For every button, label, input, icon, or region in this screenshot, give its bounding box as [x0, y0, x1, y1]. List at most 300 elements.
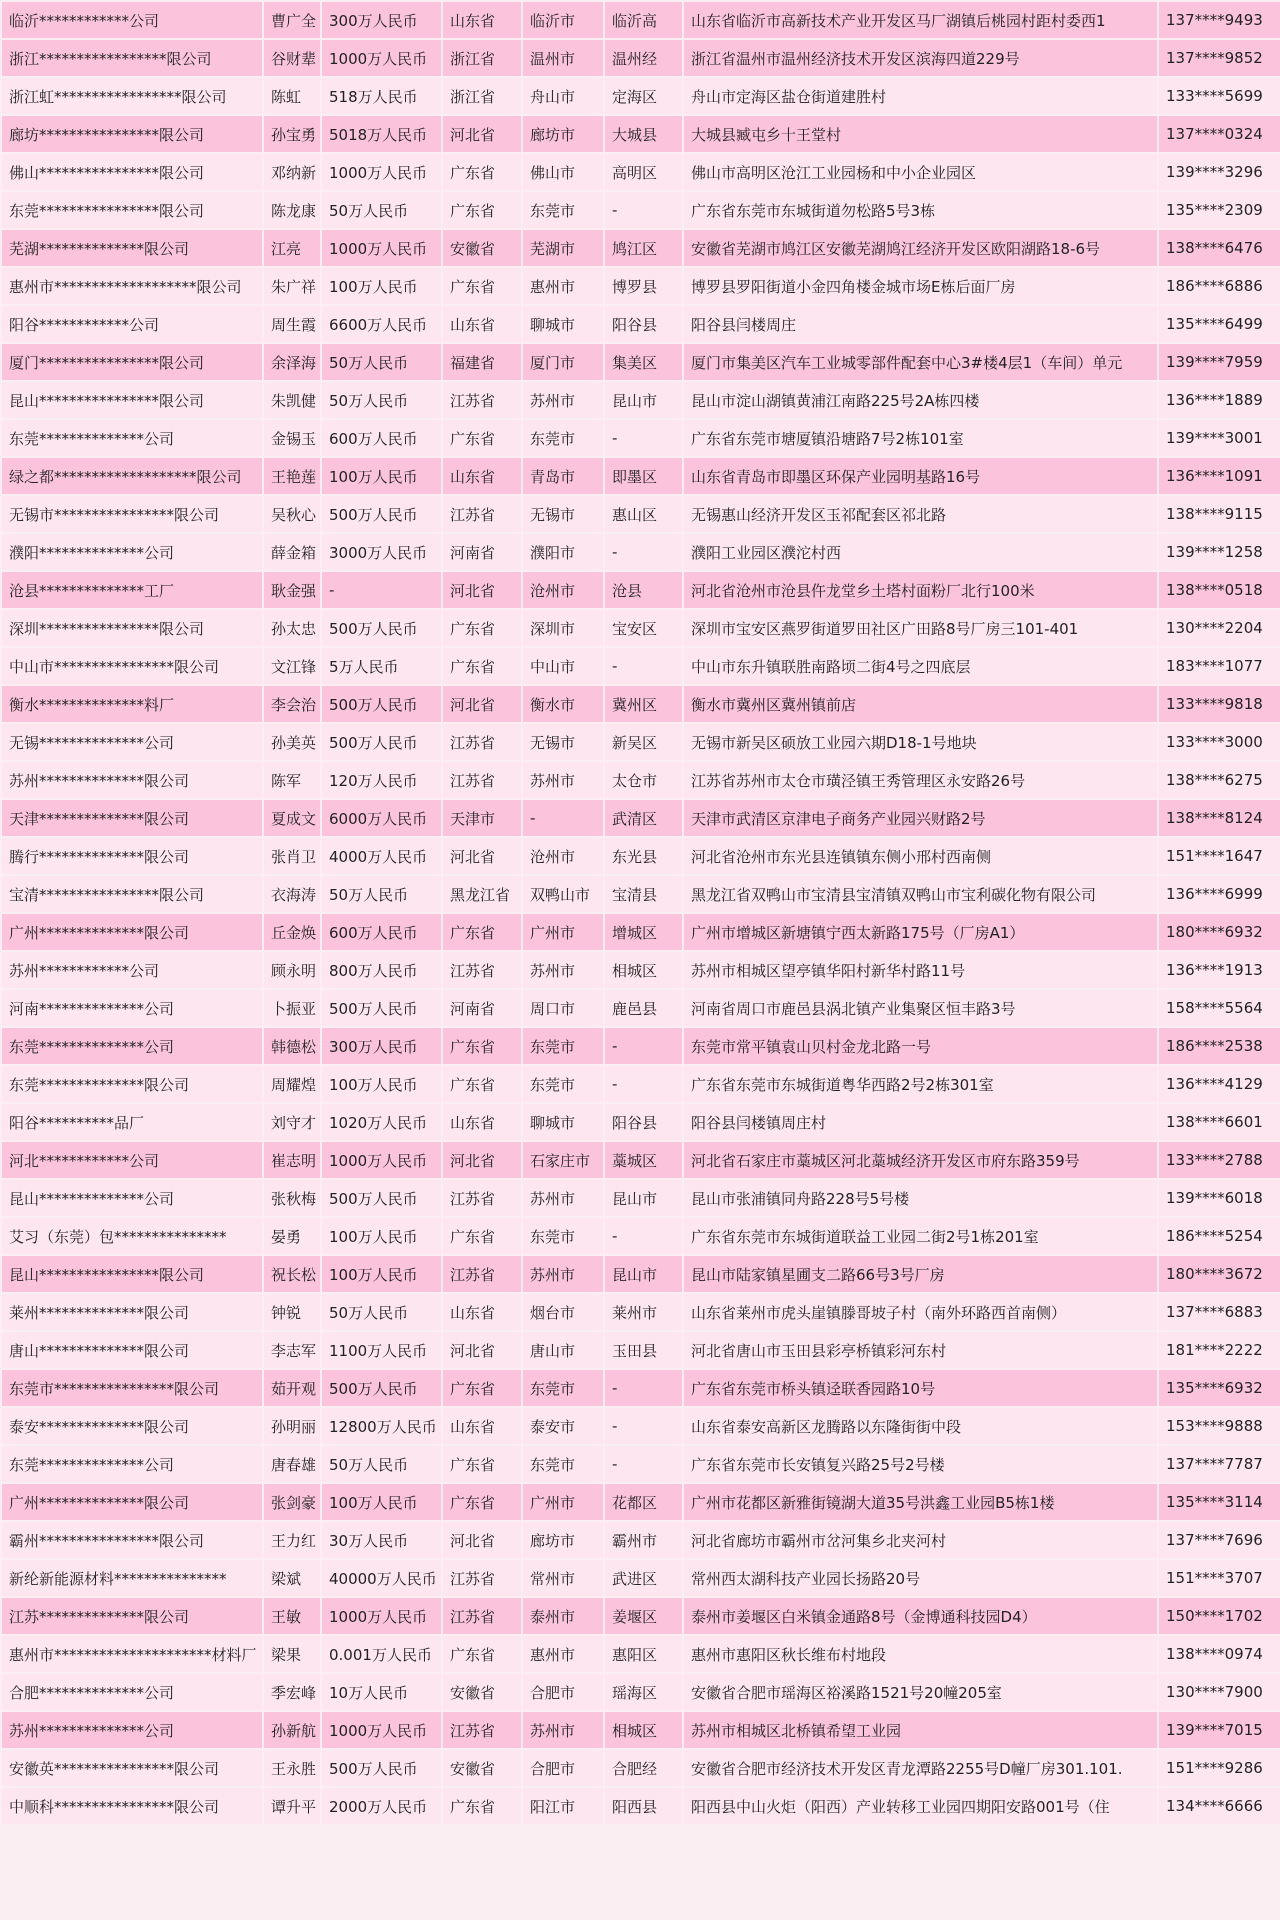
district-cell: 相城区	[605, 1712, 682, 1748]
province-cell: 广东省	[443, 192, 521, 228]
table-row	[2, 268, 1280, 304]
district-cell: 藁城区	[605, 1142, 682, 1178]
district-cell: 宝安区	[605, 610, 682, 646]
company-name-cell: 东莞市****************限公司	[2, 1370, 262, 1406]
table-row	[2, 1560, 1280, 1596]
legal-rep-cell: 孙太忠	[264, 610, 320, 646]
phone-cell: 133****5699	[1159, 78, 1280, 114]
registered-capital-cell: 5018万人民币	[322, 116, 441, 152]
province-cell: 河北省	[443, 686, 521, 722]
table-row	[2, 914, 1280, 950]
district-cell: 武进区	[605, 1560, 682, 1596]
city-cell: 东莞市	[523, 1446, 603, 1482]
company-name-cell: 唐山**************限公司	[2, 1332, 262, 1368]
province-cell: 广东省	[443, 648, 521, 684]
registered-capital-cell: 50万人民币	[322, 192, 441, 228]
phone-cell: 158****5564	[1159, 990, 1280, 1026]
phone-cell: 135****3114	[1159, 1484, 1280, 1520]
address-cell: 昆山市张浦镇同舟路228号5号楼	[684, 1180, 1157, 1216]
phone-cell: 138****8124	[1159, 800, 1280, 836]
table-row	[2, 2, 1280, 38]
province-cell: 江苏省	[443, 1180, 521, 1216]
registered-capital-cell: 100万人民币	[322, 1256, 441, 1292]
district-cell: 增城区	[605, 914, 682, 950]
province-cell: 河北省	[443, 838, 521, 874]
address-cell: 河南省周口市鹿邑县涡北镇产业集聚区恒丰路3号	[684, 990, 1157, 1026]
phone-cell: 151****3707	[1159, 1560, 1280, 1596]
legal-rep-cell: 丘金焕	[264, 914, 320, 950]
registered-capital-cell: 1100万人民币	[322, 1332, 441, 1368]
registered-capital-cell: 100万人民币	[322, 1218, 441, 1254]
legal-rep-cell: 陈虹	[264, 78, 320, 114]
city-cell: 聊城市	[523, 306, 603, 342]
address-cell: 浙江省温州市温州经济技术开发区滨海四道229号	[684, 40, 1157, 76]
registered-capital-cell: 518万人民币	[322, 78, 441, 114]
city-cell: 泰安市	[523, 1408, 603, 1444]
address-cell: 昆山市陆家镇星圃支二路66号3号厂房	[684, 1256, 1157, 1292]
province-cell: 广东省	[443, 268, 521, 304]
table-row	[2, 78, 1280, 114]
table-row	[2, 496, 1280, 532]
registered-capital-cell: 40000万人民币	[322, 1560, 441, 1596]
table-row	[2, 1066, 1280, 1102]
company-name-cell: 宝清****************限公司	[2, 876, 262, 912]
phone-cell: 137****6883	[1159, 1294, 1280, 1330]
city-cell: 苏州市	[523, 382, 603, 418]
district-cell: -	[605, 1408, 682, 1444]
registered-capital-cell: 1000万人民币	[322, 40, 441, 76]
city-cell: 聊城市	[523, 1104, 603, 1140]
legal-rep-cell: 江亮	[264, 230, 320, 266]
phone-cell: 130****7900	[1159, 1674, 1280, 1710]
phone-cell: 138****0974	[1159, 1636, 1280, 1672]
city-cell: 东莞市	[523, 1066, 603, 1102]
city-cell: 东莞市	[523, 1370, 603, 1406]
district-cell: 鹿邑县	[605, 990, 682, 1026]
registered-capital-cell: 2000万人民币	[322, 1788, 441, 1824]
address-cell: 山东省莱州市虎头崖镇滕哥坡子村（南外环路西首南侧）	[684, 1294, 1157, 1330]
legal-rep-cell: 曹广全	[264, 2, 320, 38]
province-cell: 河北省	[443, 1522, 521, 1558]
city-cell: 烟台市	[523, 1294, 603, 1330]
registered-capital-cell: 120万人民币	[322, 762, 441, 798]
table-row	[2, 1104, 1280, 1140]
address-cell: 博罗县罗阳街道小金四角楼金城市场E栋后面厂房	[684, 268, 1157, 304]
company-name-cell: 莱州**************限公司	[2, 1294, 262, 1330]
district-cell: 昆山市	[605, 1256, 682, 1292]
district-cell: 鸠江区	[605, 230, 682, 266]
city-cell: 廊坊市	[523, 116, 603, 152]
phone-cell: 139****7959	[1159, 344, 1280, 380]
province-cell: 江苏省	[443, 724, 521, 760]
company-name-cell: 东莞**************公司	[2, 420, 262, 456]
table-row	[2, 1332, 1280, 1368]
city-cell: -	[523, 800, 603, 836]
address-cell: 河北省廊坊市霸州市岔河集乡北夹河村	[684, 1522, 1157, 1558]
table-row	[2, 724, 1280, 760]
table-row	[2, 1028, 1280, 1064]
registered-capital-cell: 50万人民币	[322, 1294, 441, 1330]
table-row	[2, 1636, 1280, 1672]
city-cell: 周口市	[523, 990, 603, 1026]
address-cell: 山东省泰安高新区龙腾路以东隆街街中段	[684, 1408, 1157, 1444]
company-name-cell: 泰安**************限公司	[2, 1408, 262, 1444]
company-name-cell: 苏州************公司	[2, 952, 262, 988]
district-cell: 武清区	[605, 800, 682, 836]
district-cell: 霸州市	[605, 1522, 682, 1558]
registered-capital-cell: 500万人民币	[322, 724, 441, 760]
address-cell: 安徽省芜湖市鸠江区安徽芜湖鸠江经济开发区欧阳湖路18-6号	[684, 230, 1157, 266]
company-name-cell: 濮阳**************公司	[2, 534, 262, 570]
city-cell: 厦门市	[523, 344, 603, 380]
address-cell: 厦门市集美区汽车工业城零部件配套中心3#楼4层1（车间）单元	[684, 344, 1157, 380]
address-cell: 大城县臧屯乡十王堂村	[684, 116, 1157, 152]
company-name-cell: 霸州****************限公司	[2, 1522, 262, 1558]
address-cell: 常州西太湖科技产业园长扬路20号	[684, 1560, 1157, 1596]
address-cell: 深圳市宝安区燕罗街道罗田社区广田路8号厂房三101-401	[684, 610, 1157, 646]
legal-rep-cell: 祝长松	[264, 1256, 320, 1292]
phone-cell: 135****6932	[1159, 1370, 1280, 1406]
address-cell: 昆山市淀山湖镇黄浦江南路225号2A栋四楼	[684, 382, 1157, 418]
district-cell: 定海区	[605, 78, 682, 114]
company-name-cell: 中顺科****************限公司	[2, 1788, 262, 1824]
legal-rep-cell: 王敏	[264, 1598, 320, 1634]
phone-cell: 137****7696	[1159, 1522, 1280, 1558]
legal-rep-cell: 李志军	[264, 1332, 320, 1368]
province-cell: 山东省	[443, 1294, 521, 1330]
legal-rep-cell: 周生霞	[264, 306, 320, 342]
registered-capital-cell: 1000万人民币	[322, 1142, 441, 1178]
registered-capital-cell: 6000万人民币	[322, 800, 441, 836]
province-cell: 河北省	[443, 1332, 521, 1368]
legal-rep-cell: 夏成文	[264, 800, 320, 836]
phone-cell: 181****2222	[1159, 1332, 1280, 1368]
phone-cell: 136****1913	[1159, 952, 1280, 988]
district-cell: -	[605, 1028, 682, 1064]
address-cell: 衡水市冀州区冀州镇前店	[684, 686, 1157, 722]
table-row	[2, 610, 1280, 646]
legal-rep-cell: 韩德松	[264, 1028, 320, 1064]
city-cell: 濮阳市	[523, 534, 603, 570]
city-cell: 苏州市	[523, 1712, 603, 1748]
district-cell: 莱州市	[605, 1294, 682, 1330]
province-cell: 广东省	[443, 1028, 521, 1064]
company-name-cell: 昆山****************限公司	[2, 1256, 262, 1292]
province-cell: 山东省	[443, 1104, 521, 1140]
company-name-cell: 阳谷**********品厂	[2, 1104, 262, 1140]
district-cell: -	[605, 420, 682, 456]
district-cell: 相城区	[605, 952, 682, 988]
province-cell: 江苏省	[443, 1598, 521, 1634]
company-name-cell: 河南**************公司	[2, 990, 262, 1026]
legal-rep-cell: 耿金强	[264, 572, 320, 608]
phone-cell: 133****2788	[1159, 1142, 1280, 1178]
phone-cell: 186****6886	[1159, 268, 1280, 304]
registered-capital-cell: 100万人民币	[322, 1484, 441, 1520]
phone-cell: 151****9286	[1159, 1750, 1280, 1786]
city-cell: 舟山市	[523, 78, 603, 114]
city-cell: 廊坊市	[523, 1522, 603, 1558]
registered-capital-cell: 30万人民币	[322, 1522, 441, 1558]
table-row	[2, 1256, 1280, 1292]
legal-rep-cell: 王艳莲	[264, 458, 320, 494]
legal-rep-cell: 崔志明	[264, 1142, 320, 1178]
province-cell: 天津市	[443, 800, 521, 836]
legal-rep-cell: 梁果	[264, 1636, 320, 1672]
address-cell: 天津市武清区京津电子商务产业园兴财路2号	[684, 800, 1157, 836]
registered-capital-cell: 3000万人民币	[322, 534, 441, 570]
legal-rep-cell: 陈龙康	[264, 192, 320, 228]
address-cell: 安徽省合肥市经济技术开发区青龙潭路2255号D幢厂房301.101.	[684, 1750, 1157, 1786]
table-row	[2, 344, 1280, 380]
legal-rep-cell: 文江锋	[264, 648, 320, 684]
city-cell: 佛山市	[523, 154, 603, 190]
legal-rep-cell: 茹开观	[264, 1370, 320, 1406]
address-cell: 黑龙江省双鸭山市宝清县宝清镇双鸭山市宝利碳化物有限公司	[684, 876, 1157, 912]
district-cell: 昆山市	[605, 1180, 682, 1216]
address-cell: 广东省东莞市东城街道粤华西路2号2栋301室	[684, 1066, 1157, 1102]
province-cell: 安徽省	[443, 1750, 521, 1786]
city-cell: 苏州市	[523, 1256, 603, 1292]
province-cell: 河北省	[443, 572, 521, 608]
city-cell: 广州市	[523, 1484, 603, 1520]
province-cell: 江苏省	[443, 1256, 521, 1292]
table-row	[2, 1218, 1280, 1254]
registered-capital-cell: 500万人民币	[322, 1370, 441, 1406]
legal-rep-cell: 王力红	[264, 1522, 320, 1558]
legal-rep-cell: 唐春雄	[264, 1446, 320, 1482]
province-cell: 安徽省	[443, 1674, 521, 1710]
province-cell: 广东省	[443, 1066, 521, 1102]
legal-rep-cell: 孙宝勇	[264, 116, 320, 152]
table-row	[2, 1294, 1280, 1330]
table-row	[2, 1484, 1280, 1520]
table-row	[2, 1712, 1280, 1748]
province-cell: 江苏省	[443, 762, 521, 798]
company-name-cell: 厦门****************限公司	[2, 344, 262, 380]
city-cell: 青岛市	[523, 458, 603, 494]
district-cell: 玉田县	[605, 1332, 682, 1368]
company-name-cell: 沧县**************工厂	[2, 572, 262, 608]
legal-rep-cell: 朱广祥	[264, 268, 320, 304]
company-name-cell: 广州**************限公司	[2, 914, 262, 950]
phone-cell: 139****6018	[1159, 1180, 1280, 1216]
district-cell: 温州经	[605, 40, 682, 76]
registered-capital-cell: 1000万人民币	[322, 230, 441, 266]
phone-cell: 138****9115	[1159, 496, 1280, 532]
address-cell: 无锡市新吴区硕放工业园六期D18-1号地块	[684, 724, 1157, 760]
district-cell: 宝清县	[605, 876, 682, 912]
legal-rep-cell: 李会治	[264, 686, 320, 722]
province-cell: 广东省	[443, 420, 521, 456]
table-row	[2, 1142, 1280, 1178]
address-cell: 苏州市相城区望亭镇华阳村新华村路11号	[684, 952, 1157, 988]
phone-cell: 137****9852	[1159, 40, 1280, 76]
district-cell: 即墨区	[605, 458, 682, 494]
city-cell: 双鸭山市	[523, 876, 603, 912]
address-cell: 山东省临沂市高新技术产业开发区马厂湖镇后桃园村距村委西1	[684, 2, 1157, 38]
phone-cell: 186****5254	[1159, 1218, 1280, 1254]
table-row	[2, 1180, 1280, 1216]
company-name-cell: 腾行**************限公司	[2, 838, 262, 874]
address-cell: 广东省东莞市长安镇复兴路25号2号楼	[684, 1446, 1157, 1482]
province-cell: 河南省	[443, 990, 521, 1026]
phone-cell: 137****9493	[1159, 2, 1280, 38]
company-name-cell: 芜湖**************限公司	[2, 230, 262, 266]
city-cell: 临沂市	[523, 2, 603, 38]
district-cell: -	[605, 192, 682, 228]
legal-rep-cell: 薛金箱	[264, 534, 320, 570]
city-cell: 温州市	[523, 40, 603, 76]
table-row	[2, 1674, 1280, 1710]
district-cell: 惠阳区	[605, 1636, 682, 1672]
legal-rep-cell: 谭升平	[264, 1788, 320, 1824]
table-row	[2, 572, 1280, 608]
phone-cell: 138****6275	[1159, 762, 1280, 798]
registered-capital-cell: 100万人民币	[322, 268, 441, 304]
address-cell: 舟山市定海区盐仓街道建胜村	[684, 78, 1157, 114]
phone-cell: 139****7015	[1159, 1712, 1280, 1748]
province-cell: 广东省	[443, 1370, 521, 1406]
phone-cell: 133****9818	[1159, 686, 1280, 722]
city-cell: 深圳市	[523, 610, 603, 646]
registered-capital-cell: 6600万人民币	[322, 306, 441, 342]
legal-rep-cell: 刘守才	[264, 1104, 320, 1140]
address-cell: 安徽省合肥市瑶海区裕溪路1521号20幢205室	[684, 1674, 1157, 1710]
table-row	[2, 230, 1280, 266]
province-cell: 广东省	[443, 1788, 521, 1824]
district-cell: 冀州区	[605, 686, 682, 722]
city-cell: 东莞市	[523, 420, 603, 456]
district-cell: 太仓市	[605, 762, 682, 798]
address-cell: 苏州市相城区北桥镇希望工业园	[684, 1712, 1157, 1748]
province-cell: 广东省	[443, 1636, 521, 1672]
address-cell: 濮阳工业园区濮沱村西	[684, 534, 1157, 570]
province-cell: 山东省	[443, 306, 521, 342]
city-cell: 苏州市	[523, 1180, 603, 1216]
company-name-cell: 安徽英****************限公司	[2, 1750, 262, 1786]
district-cell: -	[605, 1066, 682, 1102]
company-name-cell: 艾习（东莞）包***************	[2, 1218, 262, 1254]
address-cell: 阳谷县闫楼周庄	[684, 306, 1157, 342]
province-cell: 江苏省	[443, 1560, 521, 1596]
city-cell: 衡水市	[523, 686, 603, 722]
legal-rep-cell: 卜振亚	[264, 990, 320, 1026]
province-cell: 山东省	[443, 458, 521, 494]
city-cell: 广州市	[523, 914, 603, 950]
district-cell: 东光县	[605, 838, 682, 874]
company-name-cell: 河北************公司	[2, 1142, 262, 1178]
phone-cell: 136****4129	[1159, 1066, 1280, 1102]
registered-capital-cell: 300万人民币	[322, 2, 441, 38]
company-name-cell: 绿之都*******************限公司	[2, 458, 262, 494]
registered-capital-cell: 300万人民币	[322, 1028, 441, 1064]
legal-rep-cell: 邓纳新	[264, 154, 320, 190]
district-cell: 沧县	[605, 572, 682, 608]
district-cell: 阳谷县	[605, 1104, 682, 1140]
phone-cell: 135****6499	[1159, 306, 1280, 342]
city-cell: 无锡市	[523, 496, 603, 532]
address-cell: 泰州市姜堰区白米镇金通路8号（金博通科技园D4）	[684, 1598, 1157, 1634]
table-row	[2, 534, 1280, 570]
province-cell: 河南省	[443, 534, 521, 570]
company-name-cell: 天津**************限公司	[2, 800, 262, 836]
province-cell: 福建省	[443, 344, 521, 380]
registered-capital-cell: 0.001万人民币	[322, 1636, 441, 1672]
province-cell: 浙江省	[443, 78, 521, 114]
registered-capital-cell: 1020万人民币	[322, 1104, 441, 1140]
address-cell: 惠州市惠阳区秋长维布村地段	[684, 1636, 1157, 1672]
city-cell: 惠州市	[523, 268, 603, 304]
legal-rep-cell: 张剑豪	[264, 1484, 320, 1520]
registered-capital-cell: 4000万人民币	[322, 838, 441, 874]
city-cell: 芜湖市	[523, 230, 603, 266]
legal-rep-cell: 谷财辈	[264, 40, 320, 76]
registered-capital-cell: 500万人民币	[322, 990, 441, 1026]
city-cell: 沧州市	[523, 572, 603, 608]
registered-capital-cell: 1000万人民币	[322, 1598, 441, 1634]
address-cell: 河北省唐山市玉田县彩亭桥镇彩河东村	[684, 1332, 1157, 1368]
legal-rep-cell: 孙美英	[264, 724, 320, 760]
address-cell: 广州市花都区新雅街镜湖大道35号洪鑫工业园B5栋1楼	[684, 1484, 1157, 1520]
table-row	[2, 648, 1280, 684]
district-cell: 阳西县	[605, 1788, 682, 1824]
district-cell: 瑶海区	[605, 1674, 682, 1710]
district-cell: -	[605, 534, 682, 570]
province-cell: 江苏省	[443, 952, 521, 988]
company-name-cell: 广州**************限公司	[2, 1484, 262, 1520]
registered-capital-cell: 50万人民币	[322, 382, 441, 418]
company-name-cell: 衡水**************料厂	[2, 686, 262, 722]
address-cell: 广东省东莞市桥头镇迳联香园路10号	[684, 1370, 1157, 1406]
address-cell: 阳谷县闫楼镇周庄村	[684, 1104, 1157, 1140]
legal-rep-cell: 张秋梅	[264, 1180, 320, 1216]
province-cell: 广东省	[443, 1446, 521, 1482]
company-name-cell: 东莞**************公司	[2, 1446, 262, 1482]
table-row	[2, 952, 1280, 988]
legal-rep-cell: 吴秋心	[264, 496, 320, 532]
city-cell: 常州市	[523, 1560, 603, 1596]
company-name-cell: 苏州**************公司	[2, 1712, 262, 1748]
legal-rep-cell: 陈军	[264, 762, 320, 798]
registered-capital-cell: 500万人民币	[322, 1180, 441, 1216]
legal-rep-cell: 顾永明	[264, 952, 320, 988]
company-name-cell: 东莞**************限公司	[2, 1066, 262, 1102]
company-name-cell: 东莞****************限公司	[2, 192, 262, 228]
legal-rep-cell: 孙明丽	[264, 1408, 320, 1444]
legal-rep-cell: 衣海涛	[264, 876, 320, 912]
phone-cell: 139****1258	[1159, 534, 1280, 570]
city-cell: 石家庄市	[523, 1142, 603, 1178]
table-row	[2, 800, 1280, 836]
district-cell: 花都区	[605, 1484, 682, 1520]
phone-cell: 180****3672	[1159, 1256, 1280, 1292]
address-cell: 山东省青岛市即墨区环保产业园明基路16号	[684, 458, 1157, 494]
legal-rep-cell: 金锡玉	[264, 420, 320, 456]
address-cell: 东莞市常平镇袁山贝村金龙北路一号	[684, 1028, 1157, 1064]
city-cell: 苏州市	[523, 952, 603, 988]
company-name-cell: 东莞**************公司	[2, 1028, 262, 1064]
table-row	[2, 1788, 1280, 1824]
city-cell: 中山市	[523, 648, 603, 684]
phone-cell: 186****2538	[1159, 1028, 1280, 1064]
registered-capital-cell: 600万人民币	[322, 914, 441, 950]
table-row	[2, 876, 1280, 912]
address-cell: 无锡惠山经济开发区玉祁配套区祁北路	[684, 496, 1157, 532]
legal-rep-cell: 季宏峰	[264, 1674, 320, 1710]
registered-capital-cell: -	[322, 572, 441, 608]
address-cell: 阳西县中山火炬（阳西）产业转移工业园四期阳安路001号（住	[684, 1788, 1157, 1824]
